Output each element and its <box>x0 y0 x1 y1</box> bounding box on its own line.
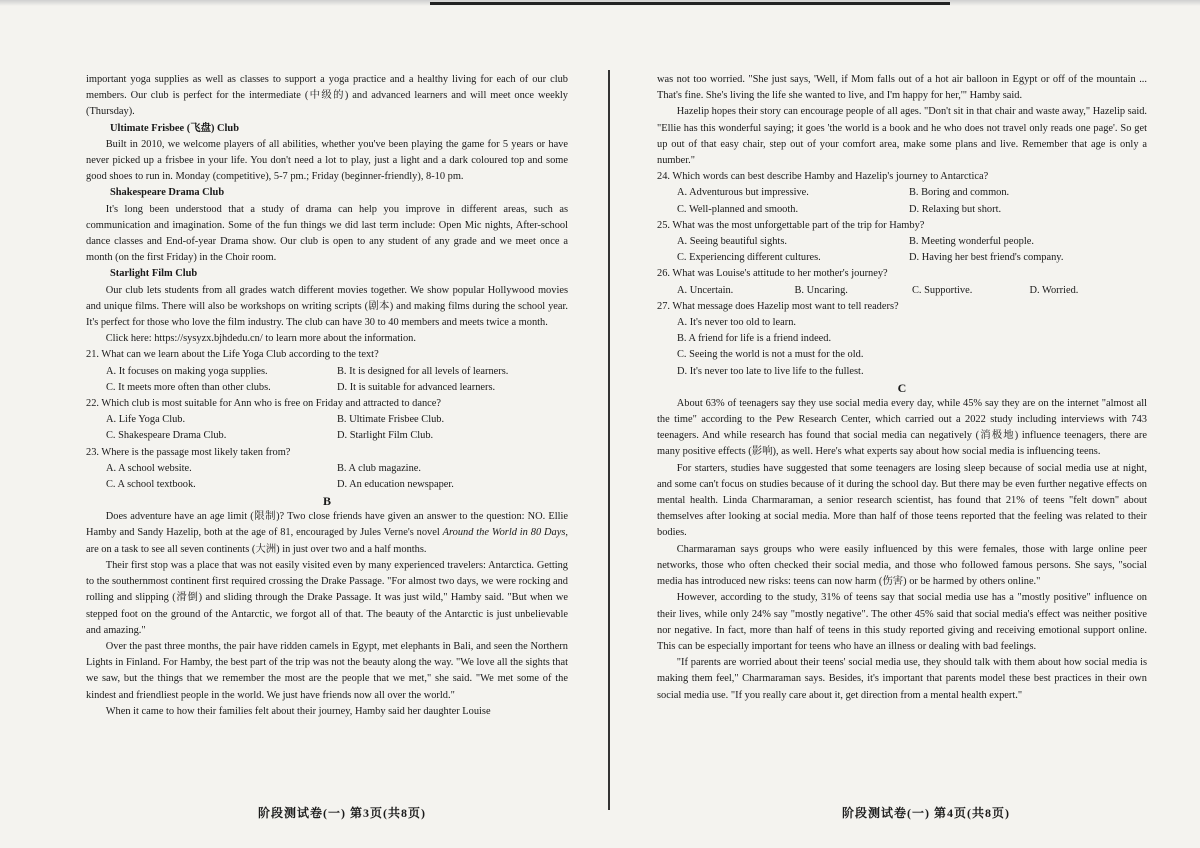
passage-b-para1-end: , are on a task to see all seven continents (大洲) in just over two and a half months. <box>86 527 569 555</box>
q21-option-a: A. It focuses on making yoga supplies. <box>106 365 268 377</box>
film-club-text: Our club lets students from all grades watch different movies together. We show popular Hollywood movies and unique films. There will also be workshops on writing scripts (剧本) and making films during the school year. It's perfect for those who love the film industry. The club can have 30 to 40 members and meets twice a month. <box>86 284 568 329</box>
passage-b-para2: Their first stop was a place that was not easily visited even by many experienced travelers: Antarctica. Getting to the southernmost continent first required crossing the Drake Passage. "For almost two days, we were rocking and rolling and slipping (滑倒) and sliding through the Drake Passage. It was just wild," Hamby said. "But when we stepped foot on the ground of the Antarctic, we forgot all of that. The beauty of the Antarctic is just unbelievable and amazing." <box>86 559 568 636</box>
question-27: 27. What message does Hazelip most want to tell readers? <box>657 300 899 312</box>
section-c-heading: C <box>897 380 907 395</box>
passage-c-para1: About 63% of teenagers say they use social media every day, while 45% say they are on the internet "almost all the time" according to the Pew Research Center, which carried out a 2022 study including interviews with 743 teenagers. And while research has found that social media can negatively (消极地) influence teenagers, there are many positive effects (影响), as well. Here's what experts say about how social media is influencing teens. <box>657 397 1147 458</box>
q26-option-a: A. Uncertain. <box>677 284 734 296</box>
q25-option-c: C. Experiencing different cultures. <box>677 252 821 264</box>
q21-options-row1 <box>86 364 568 380</box>
passage-b-para6: Hazelip hopes their story can encourage people of all ages. "Don't sit in that chair and waste away," Hazelip said. "Ellie has this wonderful saying; it goes 'the world is a book and he who does not travel only reads one page'. So get up out of that easy chair, step out of your comfort area, make some plans and live. Remember that age is only a number." <box>657 106 1147 167</box>
q24-options-row2 <box>657 202 1147 218</box>
q25-options-row2 <box>657 250 1147 266</box>
page-divider <box>608 70 610 810</box>
q24-option-a: A. Adventurous but impressive. <box>677 187 809 199</box>
q26-option-c: C. Supportive. <box>912 284 973 296</box>
film-club-title: Starlight Film Club <box>110 268 198 280</box>
q25-option-b: B. Meeting wonderful people. <box>909 236 1034 248</box>
passage-b-para1 <box>86 509 568 558</box>
q21-option-c: C. It meets more often than other clubs. <box>106 381 271 393</box>
passage-b-para3: Over the past three months, the pair have ridden camels in Egypt, met elephants in Bali, and seen the Northern Lights in Finland. For Hamby, the best part of the trip was not the beauty along the way. "We love all the sights that we saw, but the things that we remember the most are the people that we met," she said. "We met some of the kindest and friendliest people in the world. We just have friends now all over the world." <box>86 640 568 701</box>
q21-options-row2 <box>86 380 568 396</box>
q25-options-row1 <box>657 234 1147 250</box>
q23-option-c: C. A school textbook. <box>106 479 196 491</box>
left-page-footer: 阶段测试卷(一) 第3页(共8页) <box>258 806 426 820</box>
question-26: 26. What was Louise's attitude to her mother's journey? <box>657 268 888 280</box>
novel-title: Around the World in 80 Days <box>442 527 566 539</box>
q27-option-d: D. It's never too late to live life to the fullest. <box>677 365 864 377</box>
q22-option-c: C. Shakespeare Drama Club. <box>106 430 227 442</box>
q23-option-d: D. An education newspaper. <box>337 479 454 491</box>
section-b-heading: B <box>322 494 331 509</box>
q23-options-row1 <box>86 461 568 477</box>
yoga-club-text: important yoga supplies as well as classes to support a yoga practice and a healthy living for each of our club members. Our club is perfect for the intermediate (中级的) and advanced learners and will meet once weekly (Thursday). <box>86 74 568 118</box>
q24-option-b: B. Boring and common. <box>909 187 1010 199</box>
passage-c-para4: However, according to the study, 31% of teens say that social media use has a "mostly positive" influence on their lives, while only 24% say "mostly negative". The other 45% said that social media's effect was neither positive nor negative. In fact, more than half of teens in this study reported giving and receiving emotional support online. This can be especially important for teens who have an illness or dealing with bad feelings. <box>657 592 1147 652</box>
q22-options-row2 <box>86 428 568 444</box>
q27-option-b: B. A friend for life is a friend indeed. <box>677 333 832 345</box>
q23-options-row2 <box>86 477 568 493</box>
passage-b-para4: When it came to how their families felt about their journey, Hamby said her daughter Louise <box>105 705 491 717</box>
passage-c-para3: Charmaraman says groups who were easily influenced by this were females, those with large online peer networks, those who often checked their social media, and those who followed famous persons. She says, "social media has introduced new risks: teens can now harm (伤害) or be harmed by others online." <box>657 543 1147 588</box>
q26-option-d: D. Worried. <box>1029 284 1079 296</box>
q26-option-b: B. Uncaring. <box>794 284 848 296</box>
q24-option-c: C. Well-planned and smooth. <box>677 203 799 215</box>
question-23: 23. Where is the passage most likely taken from? <box>86 446 291 458</box>
question-21: 21. What can we learn about the Life Yoga Club according to the text? <box>86 349 379 361</box>
q24-option-d: D. Relaxing but short. <box>909 203 1002 215</box>
click-here-line: Click here: https://sysyzx.bjhdedu.cn/ to learn more about the information. <box>105 333 416 345</box>
right-page-column <box>657 72 1147 704</box>
q21-option-d: D. It is suitable for advanced learners. <box>337 381 496 393</box>
question-25: 25. What was the most unforgettable part of the trip for Hamby? <box>657 219 925 231</box>
left-page-column <box>86 72 568 720</box>
q25-option-a: A. Seeing beautiful sights. <box>677 236 787 248</box>
q27-option-c: C. Seeing the world is not a must for the old. <box>677 349 864 361</box>
question-22: 22. Which club is most suitable for Ann who is free on Friday and attracted to dance? <box>86 398 442 410</box>
q22-option-d: D. Starlight Film Club. <box>337 430 434 442</box>
q22-options-row1 <box>86 412 568 428</box>
q21-option-b: B. It is designed for all levels of learners. <box>337 365 509 377</box>
q22-option-b: B. Ultimate Frisbee Club. <box>337 414 445 426</box>
right-page-footer: 阶段测试卷(一) 第4页(共8页) <box>842 806 1010 820</box>
passage-b-para1-start: Does adventure have an age limit (限制)? Two close friends have given an answer to the question: NO. Ellie Hamby and Sandy Hazelip, both at the age of 81, encouraged by Jules Verne's novel <box>86 511 568 539</box>
frisbee-club-text: Built in 2010, we welcome players of all abilities, whether you've been playing the game for 5 years or have never picked up a frisbee in your life. You don't need a lot to play, just a light and a dark coloured top and some good shoes to run in. Monday (competitive), 5-7 pm.; Friday (beginner-friendly), 8-10 pm. <box>86 138 568 183</box>
drama-club-text: It's long been understood that a study of drama can help you improve in different areas, such as communication and imagination. Some of the fun things we did last term include: Open Mic nights, After-school dance classes and End-of-year Drama show. Our club is open to any student of any grade and we meet once a month (on the first Friday) in the Choir room. <box>86 203 568 264</box>
passage-c-para5: "If parents are worried about their teens' social media use, they should talk with them about how social media is making them feel," Charmaraman says. Besides, it's important that parents model these best practices in their own social media use. "If you really care about it, get direction from a mental health expert." <box>657 657 1147 701</box>
question-24: 24. Which words can best describe Hamby and Hazelip's journey to Antarctica? <box>657 171 989 183</box>
passage-b-para5: was not too worried. "She just says, 'Well, if Mom falls out of a hot air balloon in Egypt or off of the mountain ... That's fine. She's living the life she wanted to live, and I'm happy for her,'" Hamby said. <box>657 74 1147 102</box>
q26-options <box>657 283 1147 299</box>
q22-option-a: A. Life Yoga Club. <box>106 414 186 426</box>
q23-option-a: A. A school website. <box>106 462 192 474</box>
q24-options-row1 <box>657 185 1147 201</box>
scan-top-stroke <box>430 2 950 5</box>
q27-option-a: A. It's never too old to learn. <box>677 317 797 329</box>
q23-option-b: B. A club magazine. <box>337 462 421 474</box>
q25-option-d: D. Having her best friend's company. <box>909 252 1064 264</box>
frisbee-club-title: Ultimate Frisbee (飞盘) Club <box>110 122 239 134</box>
drama-club-title: Shakespeare Drama Club <box>110 187 225 199</box>
passage-c-para2: For starters, studies have suggested that some teenagers are losing sleep because of social media use at night, and some can't focus on studies because of it during the school day. But there may be even further negative effects on mental health. Linda Charmaraman, a senior research scientist, has found that 21% of teens "felt down" about themselves after looking at social media. More than half of those teens reported that the feeling was related to their bodies. <box>657 462 1147 539</box>
